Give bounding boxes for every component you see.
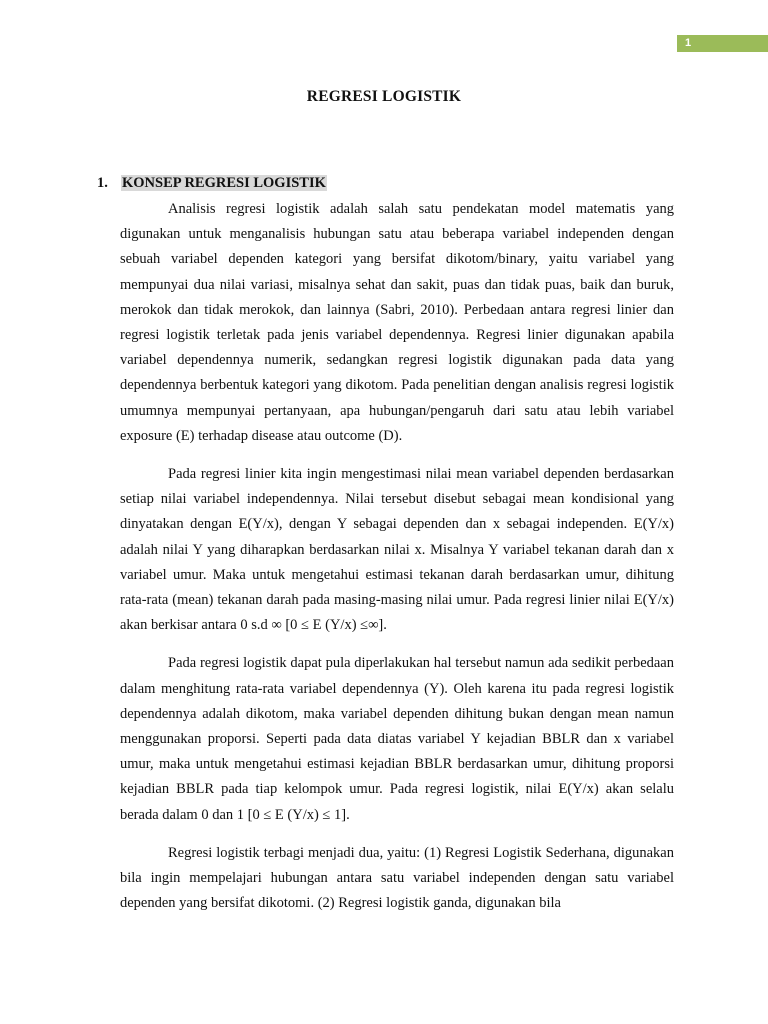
page-number-badge [677,35,768,52]
page-number: 1 [685,37,692,49]
paragraph-3: Pada regresi logistik dapat pula diperlakukan hal tersebut namun ada sedikit perbedaan dalam menghitung rata-rata variabel dependennya (Y). Oleh karena itu pada regresi logistik dependennya adalah dikotom, maka variabel dependen dihitung bukan dengan mean namun menggunakan proporsi. Seperti pada data diatas variabel Y kejadian BBLR dan x variabel umur, maka untuk mengetahui estimasi kejadian BBLR berdasarkan umur, dihitung proporsi kejadian BBLR pada tiap kelompok umur. Pada regresi logistik, nilai E(Y/x) akan selalu berada dalam 0 dan 1 [0 ≤ E (Y/x) ≤ 1]. [120,655,674,823]
section-number: 1. [97,175,108,191]
paragraph-4: Regresi logistik terbagi menjadi dua, yaitu: (1) Regresi Logistik Sederhana, digunakan bila ingin mempelajari hubungan antara satu variabel independen dengan satu variabel dependen yang bersifat dikotomi. (2) Regresi logistik ganda, digunakan bila [120,844,674,912]
paragraph-2: Pada regresi linier kita ingin mengestimasi nilai mean variabel dependen berdasarkan setiap nilai variabel independennya. Nilai tersebut disebut sebagai mean kondisional yang dinyatakan dengan E(Y/x), dengan Y sebagai dependen dan x sebagai independen. E(Y/x) adalah nilai Y yang diharapkan berdasarkan nilai x. Misalnya Y variabel tekanan darah dan x variabel umur. Maka untuk mengetahui estimasi tekanan darah berdasarkan umur, dihitung rata-rata (mean) tekanan darah pada masing-masing nilai umur. Pada regresi linier nilai E(Y/x) akan berkisar antara 0 s.d ∞ [0 ≤ E (Y/x) ≤∞]. [120,466,674,634]
document-title: REGRESI LOGISTIK [306,88,462,105]
section-heading [97,175,327,192]
body-text [120,197,674,929]
section-title: KONSEP REGRESI LOGISTIK [122,175,326,191]
paragraph-1: Analisis regresi logistik adalah salah satu pendekatan model matematis yang digunakan untuk menganalisis hubungan satu atau beberapa variabel independen dengan sebuah variabel dependen kategori yang bersifat dikotom/binary, yaitu variabel yang mempunyai dua nilai variasi, misalnya sehat dan sakit, puas dan tidak puas, baik dan buruk, merokok dan tidak merokok, dan lainnya (Sabri, 2010). Perbedaan antara regresi linier dan regresi logistik terletak pada jenis variabel dependennya. Regresi linier digunakan apabila variabel dependennya numerik, sedangkan regresi logistik digunakan pada data yang dependennya berbentuk kategori yang dikotom. Pada penelitian dengan analisis regresi logistik umumnya mempunyai pertanyaan, apa hubungan/pengaruh dari satu atau lebih variabel exposure (E) terhadap disease atau outcome (D). [120,201,674,444]
